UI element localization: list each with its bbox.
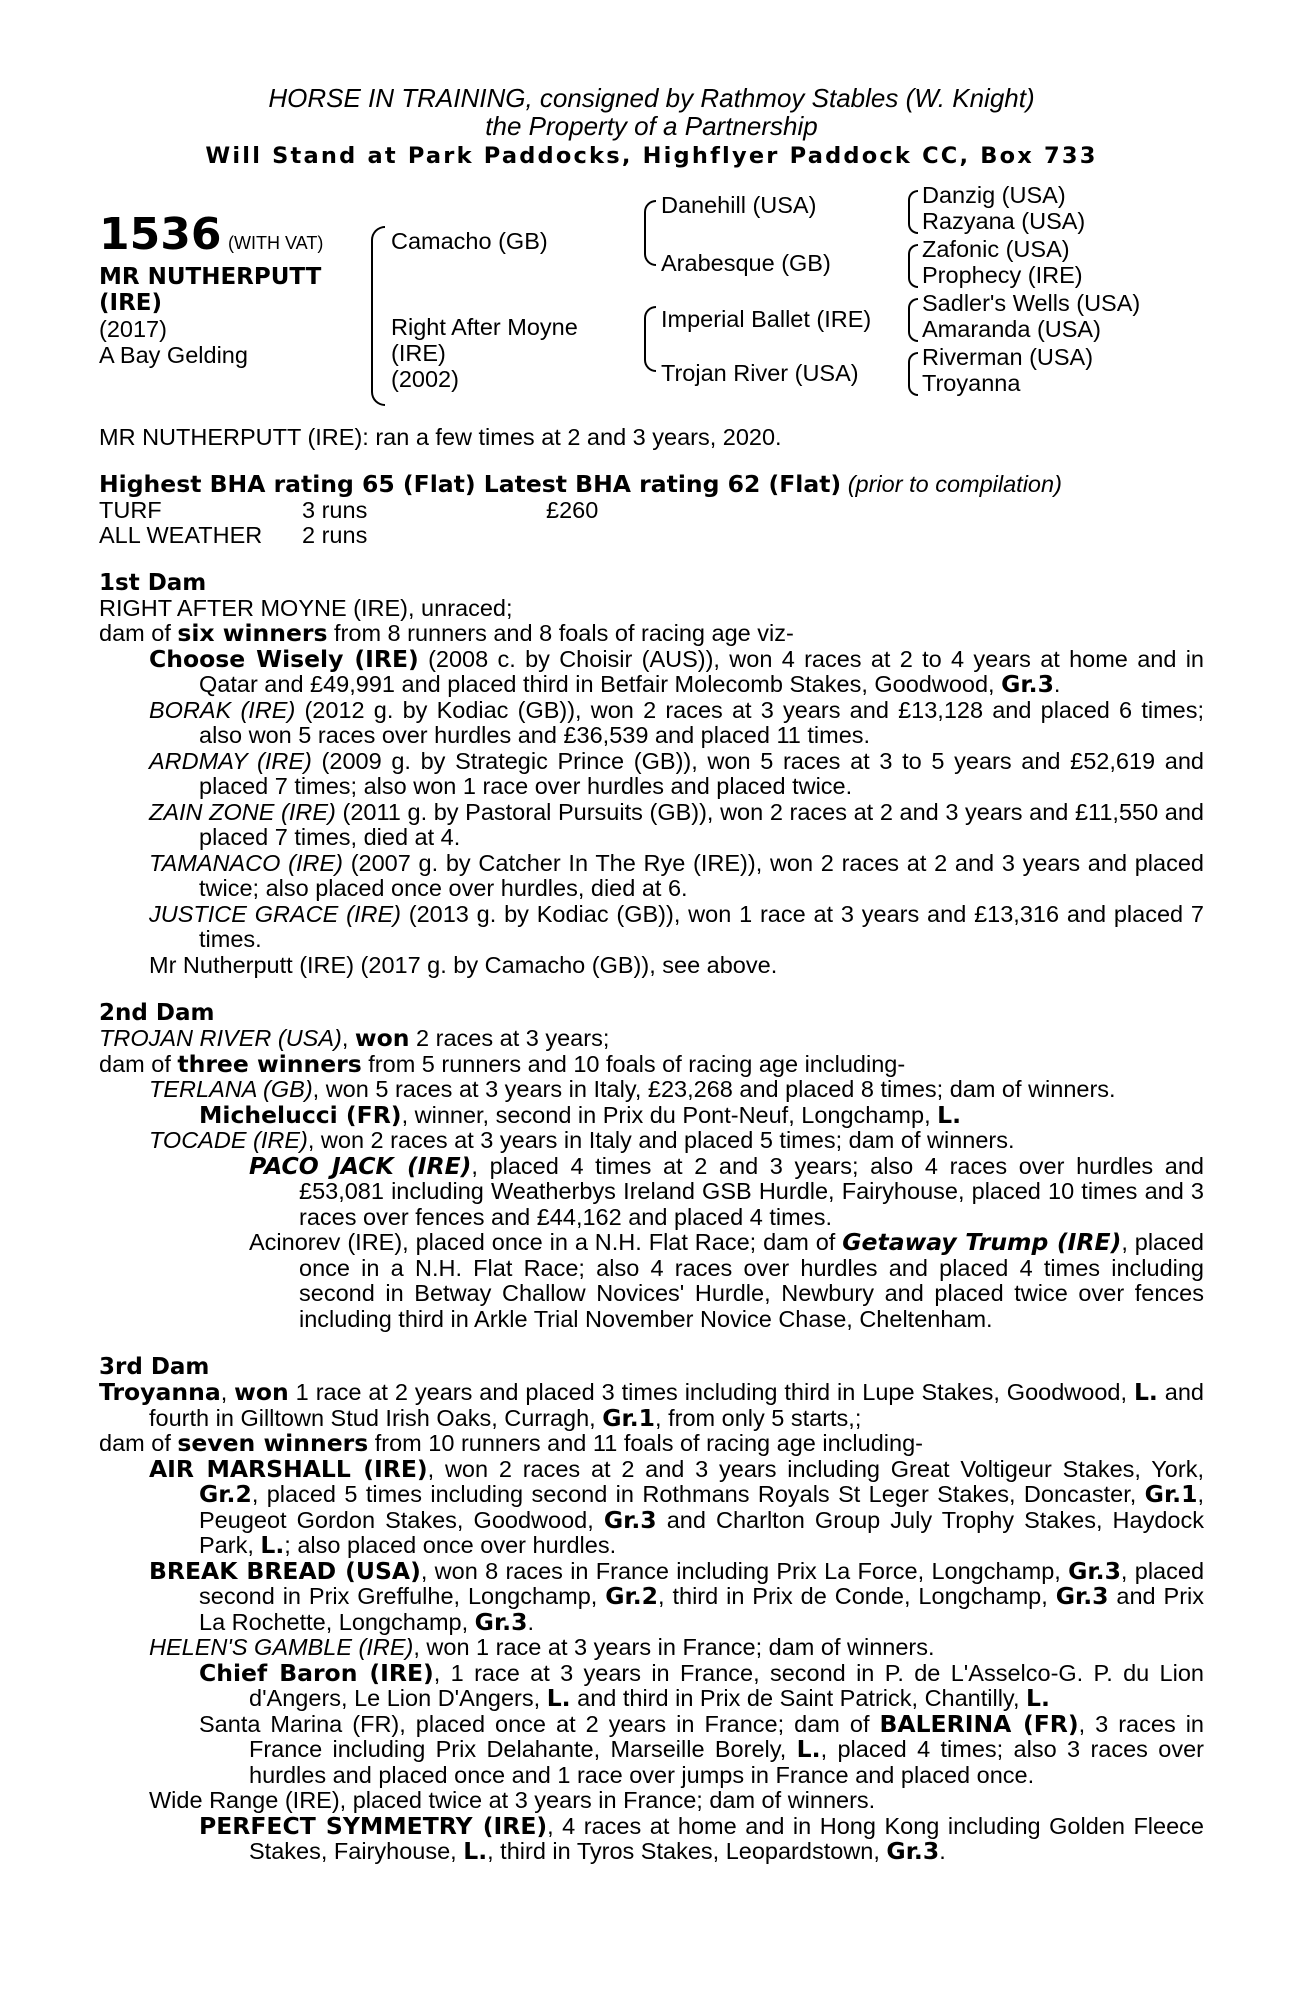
turf-label: TURF <box>99 496 162 523</box>
dsd: Amaranda (USA) <box>922 315 1101 342</box>
grade: L. <box>796 1735 821 1763</box>
horse-name-2: (IRE) <box>99 289 163 316</box>
first-dam-section <box>99 570 1204 979</box>
text: , placed second in Prix Greffulhe, Longchamp, <box>199 1557 1205 1609</box>
text: (2009 g. by Strategic Prince (GB)), won 5 races at 3 to 5 years and £52,619 and placed 7 times; also won 1 race over hurdles and placed twice. <box>199 747 1204 799</box>
text: . <box>1053 671 1061 697</box>
progeny-name: Getaway Trump (IRE) <box>842 1228 1122 1256</box>
grade: Gr.1 <box>602 1403 656 1432</box>
text: . <box>527 1608 534 1635</box>
text: , won 8 races in France including Prix La Force, Longchamp, <box>420 1557 1069 1584</box>
text: , won 5 races at 3 years in Italy, £23,268 and placed 8 times; dam of winners. <box>312 1076 1116 1102</box>
grade: L. <box>1133 1378 1158 1406</box>
dss: Sadler's Wells (USA) <box>922 289 1141 316</box>
aw-runs: 2 runs <box>302 521 368 548</box>
property-line: the Property of a Partnership <box>485 111 818 141</box>
first-dam-intro: RIGHT AFTER MOYNE (IRE), unraced; <box>99 594 513 621</box>
ssd: Razyana (USA) <box>922 207 1086 234</box>
progeny-entry <box>99 902 1204 953</box>
bracket-ss <box>908 190 918 234</box>
text: , won 2 races at 2 and 3 years including Great Voltigeur Stakes, York, <box>427 1455 1204 1482</box>
progeny-entry <box>99 698 1204 749</box>
text: (2013 g. by Kodiac (GB)), won 1 race at 3 years and £13,316 and placed 7 times. <box>199 900 1204 952</box>
progeny-name: PERFECT SYMMETRY (IRE) <box>199 1811 548 1840</box>
text: and Charlton Group July Trophy Stakes, Haydock Park, <box>199 1506 1204 1558</box>
grade: Gr.2 <box>199 1480 252 1508</box>
catalogue-page <box>99 84 1204 1865</box>
text: 1 race at 2 years and placed 3 times including third in Lupe Stakes, Goodwood, <box>288 1379 1134 1405</box>
text: , placed 5 times including second in Rothmans Royals St Leger Stakes, Doncaster, <box>251 1481 1145 1507</box>
text: Santa Marina (FR), placed once at 2 years in France; dam of <box>199 1710 880 1737</box>
third-dam-section <box>99 1354 1204 1865</box>
text: , winner, second in Prix du Pont-Neuf, Longchamp, <box>401 1101 938 1128</box>
text: , <box>341 1025 355 1051</box>
text: , placed once in a N.H. Flat Race; also 4 races over hurdles and placed 4 times including second in Betway Challow Novices' Hurdle, Newbury and placed twice over fences including third in Arkle Trial November Novice Chase, Cheltenham. <box>299 1229 1205 1332</box>
second-dam-heading: 2nd Dam <box>99 1000 215 1026</box>
winners-count: three winners <box>177 1049 362 1078</box>
text: , Peugeot Gordon Stakes, Goodwood, <box>199 1481 1204 1533</box>
text: , 3 races in France including Prix Delahante, Marseille Borely, <box>249 1710 1204 1762</box>
text: from 10 runners and 11 foals of racing age including- <box>368 1430 923 1456</box>
progeny-entry <box>99 749 1204 800</box>
ddd: Troyanna <box>922 369 1021 396</box>
progeny-name: TOCADE (IRE) <box>149 1127 308 1153</box>
horse-name-1: MR NUTHERPUTT <box>99 263 322 290</box>
first-dam-heading: 1st Dam <box>99 569 207 596</box>
text: , third in Tyros Stakes, Leopardstown, <box>487 1838 887 1864</box>
dam-sire: Imperial Ballet (IRE) <box>661 305 872 332</box>
progeny-entry: Wide Range (IRE), placed twice at 3 years in France; dam of winners. <box>149 1787 876 1813</box>
foaling-year: (2017) <box>99 315 167 342</box>
stand-line: Will Stand at Park Paddocks, Highflyer Paddock CC, Box 733 <box>205 143 1098 169</box>
text: and third in Prix de Saint Patrick, Chantilly, <box>570 1685 1026 1711</box>
text: (2012 g. by Kodiac (GB)), won 2 races at 3 years and £13,128 and placed 6 times; also won 5 races over hurdles and £36,539 and placed 11 times. <box>199 696 1204 748</box>
bracket-ds <box>908 298 918 342</box>
text: from 5 runners and 10 foals of racing age including- <box>361 1050 906 1077</box>
turf-runs: 3 runs <box>302 496 368 523</box>
grade: L. <box>937 1100 962 1129</box>
text: , won 1 race at 3 years in France; dam of winners. <box>413 1634 935 1660</box>
grade: Gr.3 <box>1001 670 1054 698</box>
text: dam of <box>99 620 178 646</box>
dam-line3: (2002) <box>391 365 459 392</box>
dam-line2: (IRE) <box>391 339 446 366</box>
sire: Camacho (GB) <box>391 227 548 254</box>
won: won <box>354 1024 410 1052</box>
text: 2 races at 3 years; <box>409 1025 610 1051</box>
text: , 1 race at 3 years in France, second in P. de L'Asselco-G. P. du Lion d'Angers, Le Lion D'Angers, <box>249 1659 1204 1711</box>
text: and fourth in Gilltown Stud Irish Oaks, Curragh, <box>149 1379 1204 1431</box>
grade: Gr.3 <box>474 1607 528 1636</box>
progeny-entry <box>99 1077 1204 1103</box>
sire-sire: Danehill (USA) <box>661 191 817 218</box>
progeny-name: Choose Wisely (IRE) <box>149 644 419 673</box>
dam-dam: Trojan River (USA) <box>661 359 859 386</box>
grade: L. <box>463 1837 488 1865</box>
progeny-entry: Mr Nutherputt (IRE) (2017 g. by Camacho (GB)), see above. <box>149 951 778 978</box>
progeny-name: Chief Baron (IRE) <box>199 1658 434 1687</box>
bracket-sd <box>908 244 918 288</box>
grade: Gr.3 <box>603 1505 657 1534</box>
winners-count: six winners <box>177 619 328 647</box>
progeny-name: BREAK BREAD (USA) <box>149 1556 421 1585</box>
progeny-name: PACO JACK (IRE) <box>249 1151 472 1180</box>
grade: L. <box>260 1531 285 1559</box>
grandprogeny-entry <box>99 1658 1204 1712</box>
text: , third in Prix de Conde, Longchamp, <box>658 1583 1056 1609</box>
progeny-name: HELEN'S GAMBLE (IRE) <box>149 1634 414 1660</box>
text: ; also placed once over hurdles. <box>284 1532 617 1558</box>
text: Acinorev (IRE), placed once in a N.H. Flat Race; dam of <box>249 1229 843 1255</box>
lot-number: 1536 <box>99 208 222 260</box>
grade: Gr.2 <box>605 1582 659 1610</box>
grade: Gr.3 <box>1068 1556 1121 1585</box>
progeny-entry <box>99 644 1204 698</box>
sdd: Prophecy (IRE) <box>922 261 1083 288</box>
ratings-section <box>99 472 1204 548</box>
bracket-sire <box>644 200 656 266</box>
text: (2008 c. by Choisir (AUS)), won 4 races at 2 to 4 years at home and in Qatar and £49,991 and placed third in Betfair Molecomb Stakes, Goodwood, <box>199 645 1204 697</box>
progeny-entry <box>99 1556 1205 1636</box>
race-summary: MR NUTHERPUTT (IRE): ran a few times at 2 and 3 years, 2020. <box>99 423 782 450</box>
sire-dam: Arabesque (GB) <box>661 249 831 276</box>
dam-line1: Right After Moyne <box>391 313 578 340</box>
consignor-line: HORSE IN TRAINING, consigned by Rathmoy Stables (W. Knight) <box>268 83 1035 113</box>
progeny-name: Michelucci (FR) <box>199 1100 402 1129</box>
text: from 8 runners and 8 foals of racing age viz- <box>327 620 794 646</box>
sds: Zafonic (USA) <box>922 235 1070 262</box>
grade: Gr.1 <box>1144 1480 1198 1508</box>
progeny-name: JUSTICE GRACE (IRE) <box>149 900 401 927</box>
progeny-name: AIR MARSHALL (IRE) <box>149 1454 428 1483</box>
aw-label: ALL WEATHER <box>99 521 263 548</box>
progeny-entry <box>99 1454 1204 1559</box>
winners-count: seven winners <box>177 1429 369 1457</box>
text: and Prix La Rochette, Longchamp, <box>199 1583 1205 1635</box>
text: dam of <box>99 1050 178 1077</box>
text: , <box>220 1379 235 1405</box>
second-dam-section <box>99 1000 1204 1332</box>
grade: L. <box>546 1684 571 1712</box>
pedigree-block <box>99 181 1204 415</box>
grandprogeny-entry <box>99 1811 1204 1865</box>
first-dam-produce <box>99 621 1204 647</box>
grandprogeny-entry <box>99 1230 1204 1332</box>
text: . <box>939 1838 946 1864</box>
third-dam-heading: 3rd Dam <box>99 1354 210 1380</box>
text: , placed 4 times at 2 and 3 years; also 4 races over hurdles and £53,081 including Weatherbys Ireland GSB Hurdle, Fairyhouse, placed 10 times and 3 races over fences and £44,162 and placed 4 times. <box>299 1152 1205 1230</box>
progeny-name: BORAK (IRE) <box>149 696 296 723</box>
bracket-dam <box>644 306 656 372</box>
lot-info <box>99 208 359 368</box>
progeny-name: TAMANACO (IRE) <box>149 849 343 876</box>
bracket-dd <box>908 352 918 396</box>
text: , 4 races at home and in Hong Kong including Golden Fleece Stakes, Fairyhouse, <box>249 1812 1204 1864</box>
grade: Gr.3 <box>1055 1582 1109 1610</box>
won: won <box>234 1378 289 1406</box>
grandprogeny-entry <box>99 1100 1204 1129</box>
progeny-entry <box>99 800 1204 851</box>
dam-name: Troyanna <box>99 1378 221 1406</box>
second-dam-produce <box>99 1049 1204 1078</box>
sss: Danzig (USA) <box>922 181 1066 208</box>
turf-money: £260 <box>546 496 599 523</box>
bracket-gen1 <box>371 226 385 406</box>
grandprogeny-entry <box>99 1709 1204 1789</box>
text: dam of <box>99 1430 178 1456</box>
dam-name: TROJAN RIVER (USA) <box>99 1025 342 1051</box>
vat-label: (WITH VAT) <box>228 232 324 253</box>
third-dam-produce <box>99 1431 1204 1457</box>
text: , placed 4 times; also 3 races over hurdles and placed once and 1 race over jumps in France and placed once. <box>249 1736 1204 1788</box>
grade: L. <box>1026 1684 1050 1712</box>
third-dam-intro <box>99 1380 1204 1431</box>
progeny-entry <box>99 1635 1204 1661</box>
grade: Gr.3 <box>886 1837 940 1865</box>
progeny-name: BALERINA (FR) <box>879 1709 1079 1738</box>
text: , from only 5 starts,; <box>655 1404 862 1431</box>
dds: Riverman (USA) <box>922 343 1094 370</box>
ratings-bold: Highest BHA rating 65 (Flat) Latest BHA rating 62 (Flat) <box>99 470 842 498</box>
progeny-name: ARDMAY (IRE) <box>149 747 312 774</box>
text: , won 2 races at 3 years in Italy and placed 5 times; dam of winners. <box>307 1127 1015 1153</box>
progeny-name: ZAIN ZONE (IRE) <box>149 798 336 825</box>
progeny-entry <box>99 1128 1204 1154</box>
ratings-note: (prior to compilation) <box>847 471 1062 497</box>
grandprogeny-entry <box>99 1151 1205 1231</box>
progeny-name: TERLANA (GB) <box>149 1076 313 1102</box>
text: (2011 g. by Pastoral Pursuits (GB)), won 2 races at 2 and 3 years and £11,550 and placed 7 times, died at 4. <box>199 798 1204 850</box>
progeny-entry <box>99 851 1204 902</box>
second-dam-intro <box>99 1026 1204 1052</box>
horse-description: A Bay Gelding <box>99 341 248 368</box>
text: (2007 g. by Catcher In The Rye (IRE)), won 2 races at 2 and 3 years and placed twice; also placed once over hurdles, died at 6. <box>199 849 1204 901</box>
